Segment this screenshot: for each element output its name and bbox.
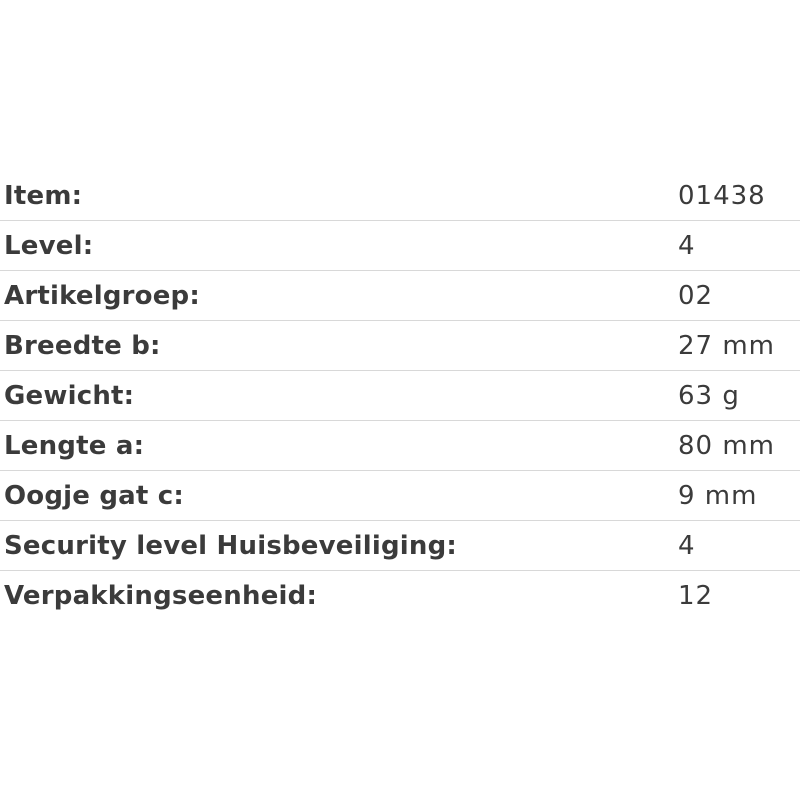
spec-value: 27 mm — [678, 330, 776, 361]
spec-row-security-level — [0, 521, 800, 571]
spec-label: Breedte b: — [4, 330, 161, 361]
spec-row-verpakkingseenheid — [0, 571, 800, 621]
spec-label: Gewicht: — [4, 380, 135, 411]
spec-row-breedte — [0, 321, 800, 371]
spec-label: Verpakkingseenheid: — [4, 581, 318, 611]
spec-value: 9 mm — [678, 480, 758, 511]
spec-label: Item: — [4, 180, 83, 211]
spec-value: 01438 — [678, 180, 766, 211]
spec-row-artikelgroep — [0, 271, 800, 321]
spec-table — [0, 171, 800, 621]
spec-value: 63 g — [678, 380, 740, 411]
spec-row-gewicht — [0, 371, 800, 421]
spec-label: Level: — [4, 230, 94, 261]
spec-label: Security level Huisbeveiliging: — [4, 530, 457, 561]
spec-label: Oogje gat c: — [4, 480, 185, 511]
spec-value: 4 — [678, 230, 696, 261]
spec-value: 12 — [678, 581, 714, 611]
spec-value: 80 mm — [678, 430, 776, 461]
spec-value: 4 — [678, 530, 696, 561]
spec-label: Lengte a: — [4, 430, 145, 461]
spec-row-item — [0, 171, 800, 221]
spec-row-oogje-gat — [0, 471, 800, 521]
spec-label: Artikelgroep: — [4, 280, 200, 311]
spec-row-lengte — [0, 421, 800, 471]
spec-row-level — [0, 221, 800, 271]
spec-value: 02 — [678, 280, 714, 311]
